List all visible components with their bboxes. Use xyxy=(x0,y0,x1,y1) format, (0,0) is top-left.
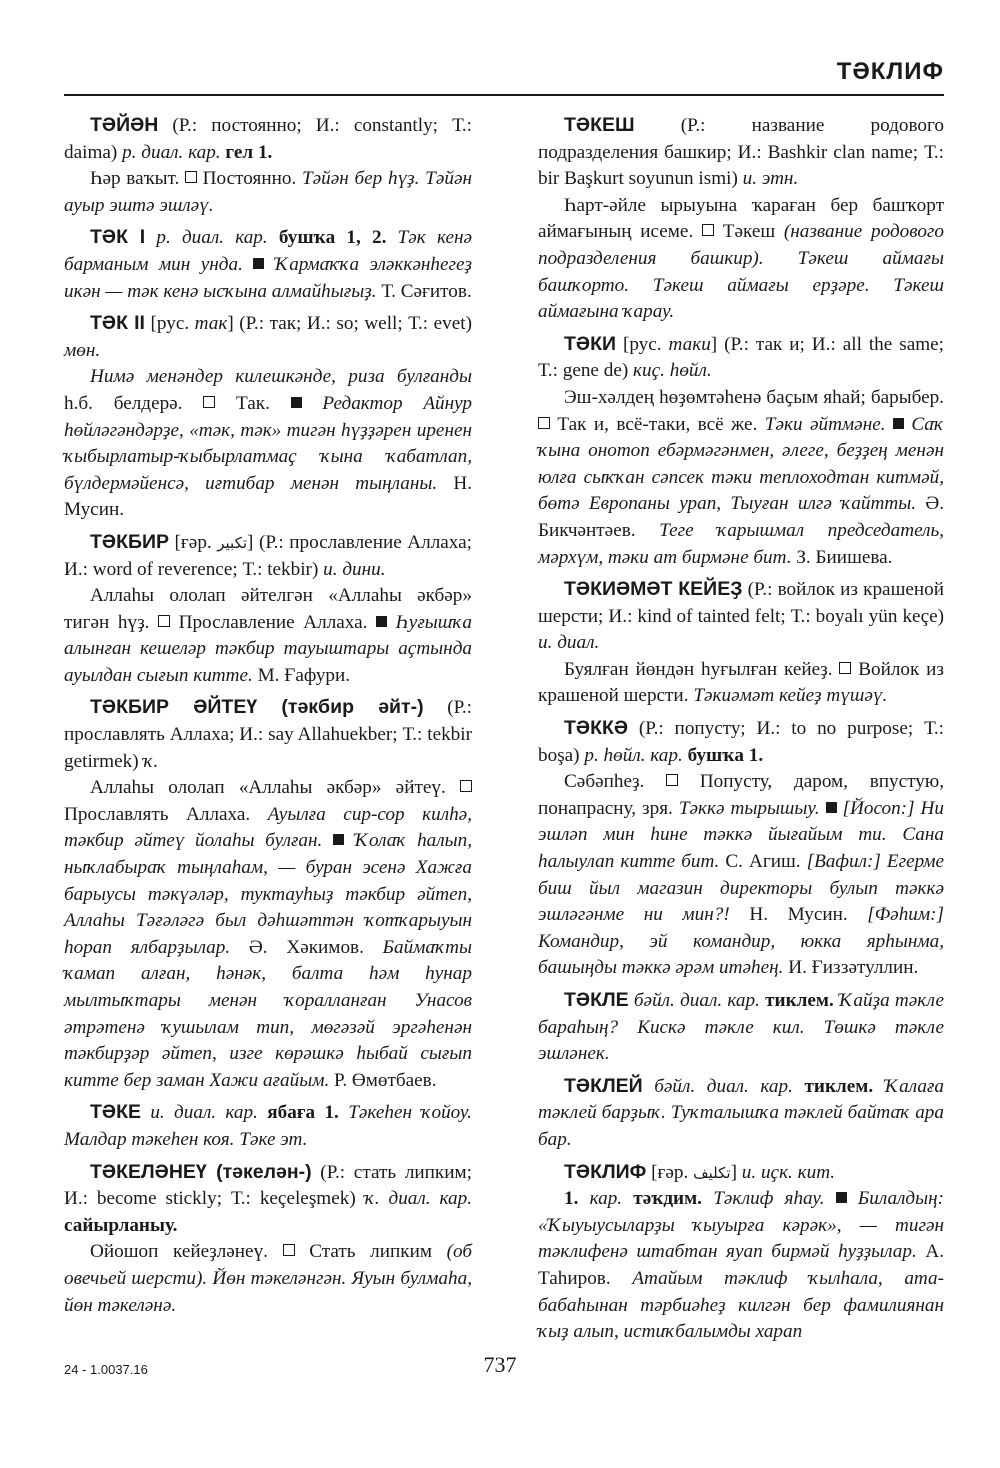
author: М. Ғафури. xyxy=(252,664,351,686)
translation: Попусту, даром, впустую, понапрасну, зря. xyxy=(538,771,944,819)
entry-takesh xyxy=(538,112,944,193)
headword: ТӘЙӘН xyxy=(90,114,159,136)
entry-tak2 xyxy=(64,310,472,364)
labels: и. этн. xyxy=(742,168,799,190)
quote: Ҡолаҡ һалып, ныҡлабыраҡ тыңлаһам, — буран эсенә Хажға барыусы тәкүәләр, туктауһыҙ тәкбир әйтеп, Аллаһы Тәғәләгә был дәһшәттән ҡотҡарыуын һорап ялбарҙылар. xyxy=(64,830,473,958)
headword: ТӘК II xyxy=(90,312,145,335)
entry-takbir xyxy=(64,529,472,583)
equivalent: бушҡа 1. xyxy=(682,744,764,766)
author: А. Таһиров. xyxy=(538,1241,944,1289)
entry-takka xyxy=(538,715,944,769)
left-column xyxy=(64,112,472,1319)
definition: Сәбәпһеҙ. xyxy=(564,771,645,793)
labels: и. иҫк. кит. xyxy=(741,1161,836,1183)
translation-square-icon xyxy=(666,774,678,786)
gloss: (Р.: стать липким; И.: become stickly; Т.: keçeleşmek) xyxy=(64,1161,472,1210)
headword: ТӘКЛЕ xyxy=(564,989,629,1011)
headword: ТӘКЕШ xyxy=(564,114,635,136)
gloss-italic: так xyxy=(194,313,228,335)
labels: и. дини. xyxy=(323,558,386,580)
gloss: (Р.: войлок из крашеной шерсти; И.: kind of tainted felt; Т.: boyalı yün keçe) xyxy=(538,579,944,627)
labels: киҫ. һөйл. xyxy=(633,360,712,382)
entry-tak1 xyxy=(64,224,472,305)
entry-takbir-aytu xyxy=(64,694,472,775)
quote: Теге ҡарышмал председатель, мәрхүм, тәки ат бирмәне бит. xyxy=(538,519,944,568)
quote: [Вафил:] Егерме биш йыл магазин директоры булып тәккә эшләгәнме ни мин?! xyxy=(538,851,944,926)
arabic-script: تكبير xyxy=(217,533,248,552)
entry-takka-body xyxy=(538,769,944,982)
labels: и. диал. кар. xyxy=(140,1102,258,1124)
translation: Стать липким xyxy=(294,1241,447,1263)
definition: Һәр ваҡыт. xyxy=(90,168,180,190)
author: Н. Мусин. xyxy=(729,904,848,926)
example: Йөн тәкеләнгән. Яуын булмаһа, йөн тәкеләнә. xyxy=(64,1267,472,1316)
translation-square-icon xyxy=(702,224,714,236)
definition: Аллаһы ололап «Аллаһы әкбәр» әйтеү. xyxy=(90,777,446,799)
headword: ТӘКЛЕЙ xyxy=(564,1074,643,1097)
quote-square-icon xyxy=(253,258,264,269)
example: Тәклиф яһау. xyxy=(701,1188,825,1210)
page-number: 737 xyxy=(483,1352,517,1377)
example: Тәкиәмәт кейеҙ түшәү. xyxy=(688,685,888,707)
entry-tayan-body xyxy=(64,166,472,219)
translation: Тәкеш xyxy=(714,221,784,243)
entry-tak2-body xyxy=(64,364,472,524)
gloss: [ғәр. xyxy=(169,531,218,553)
headword: ТӘКЕЛӘНЕҮ (тәкелән-) xyxy=(90,1160,312,1183)
quote: Билалдың: «Ҡыуыусыларҙы ҡыуырға кәрәк», — тигән тәклифенә штабтан яуап бирмәй һуҙҙылар. xyxy=(538,1188,945,1263)
entry-takbir-aytu-body xyxy=(64,775,472,1094)
headword: ТӘКЛИФ xyxy=(564,1160,647,1183)
translation-square-icon xyxy=(203,396,215,408)
equivalent: гел 1. xyxy=(220,141,273,163)
labels: р. һөйл. кар. xyxy=(584,744,683,766)
entry-takesh-body xyxy=(538,193,944,326)
example: Ҡайҙа тәкле бараһың? Кискә тәкле кил. Төшкә тәкле эшләнек. xyxy=(538,990,944,1065)
entry-taklif-body xyxy=(538,1186,944,1346)
equivalent: тәҡдим. xyxy=(622,1188,702,1210)
entry-takelanau xyxy=(64,1159,472,1240)
sense-number: 1. xyxy=(564,1188,579,1210)
author: С. Агиш. xyxy=(719,851,801,873)
right-column xyxy=(538,112,944,1346)
definition: Буялған йөндән һуғылған кейеҙ. xyxy=(564,658,833,680)
translation: Постоянно. xyxy=(196,168,302,190)
author: З. Биишева. xyxy=(791,546,893,568)
quote-square-icon xyxy=(291,397,302,408)
gloss: (Р.: прославлять Аллаха; И.: say Allahuekber; Т.: tekbir getirmek) xyxy=(64,697,472,772)
translation: Прославлять Аллаха. xyxy=(64,803,251,825)
example: Ҡалаға тәклей барҙыҡ. Туҡталышҡа тәклей байтаҡ ара бар. xyxy=(538,1075,945,1150)
translation-square-icon xyxy=(185,171,197,183)
gloss: (Р.: попусту; И.: to no purpose; Т.: boşa) xyxy=(538,718,944,766)
gloss: [рус. xyxy=(616,333,669,355)
quote-square-icon xyxy=(333,834,344,845)
headword: ТӘКБИР ӘЙТЕҮ (тәкбир әйт-) xyxy=(90,696,424,719)
gloss: ] xyxy=(730,1161,742,1183)
translation-square-icon xyxy=(283,1244,295,1256)
quote: Ҡармаҡҡа эләккәнһегеҙ икән — тәк кенә ысҡына алмайһығыҙ. xyxy=(64,253,473,302)
quote: [Фәһим:] Командир, эй командир, юкка ярһынма, башыңды тәккә әрәм итәһең. xyxy=(538,904,944,979)
translation-square-icon xyxy=(158,615,170,627)
equivalent: бушҡа 1, 2. xyxy=(267,227,387,249)
author: Р. Өмөтбаев. xyxy=(329,1069,437,1091)
translation: Так. xyxy=(215,392,270,414)
translation: Войлок из крашеной шерсти. xyxy=(538,658,945,707)
quote: Баймаҡты ҡамап алған, һәнәк, балта һәм һунар мылтыҡтары менән ҡоралланған Унасов әтрәтенә ҡушылам тип, мөгәзәй эргәһенән тәкбирҙәр әйтеп, изге көрәшкә һыбай сығып китте бер заман Хажи ағайым. xyxy=(64,936,472,1091)
headword: ТӘКИ xyxy=(564,332,616,355)
quote: Атайым тәклиф ҡылһала, ата-бабаһынан тәрбиәһеҙ килгән бер фамилиянан ҡыҙ алып, истиҡбалымды харап xyxy=(538,1267,944,1343)
translation-note: (об овечьей шерсти). xyxy=(64,1241,472,1289)
print-code: 24 - 1.0037.16 xyxy=(64,1362,148,1377)
definition: Һарт-әйле ырыуына ҡараған бер башҡорт аймағының исеме. xyxy=(538,194,944,243)
gloss: ] (Р.: прославление Аллаха; И.: word of reverence; Т.: tekbir) xyxy=(64,531,472,580)
example: Тәйән бер һүҙ. Тәйән ауыр эштә эшләү. xyxy=(64,168,472,216)
equivalent: тиклем. xyxy=(759,990,834,1011)
quote-square-icon xyxy=(836,1192,847,1203)
labels: бәйл. диал. кар. xyxy=(642,1075,793,1097)
headword: ТӘКБИР xyxy=(90,530,170,553)
gloss: ] (Р.: так; И.: so; well; Т.: evet) xyxy=(227,313,473,335)
gloss: [ғәр. xyxy=(646,1161,694,1183)
equivalent: сайырланыу. xyxy=(64,1214,178,1236)
translation-square-icon xyxy=(460,780,472,792)
entry-takle xyxy=(538,987,944,1068)
entry-taki xyxy=(538,331,944,385)
arabic-script: تكليف xyxy=(693,1163,731,1182)
gloss: [рус. xyxy=(144,313,195,335)
labels: р. диал. кар. xyxy=(122,141,221,163)
definition: Эш-хәлдең һөҙөмтәһенә баҫым яһай; барыбер. xyxy=(564,386,944,408)
quote: Саҡ ҡына онотоп ебәрмәгәнмен, әлеге, беҙҙең менән юлға сыҡҡан сәпсек тәки теплоходтан китмәй, бөтә Европаны урап, Тыуған илгә ҡайтты. xyxy=(538,413,945,515)
example: Тәкеш аймағы башҡорто. Тәкеш аймағы ерҙәре. Тәкеш аймағына ҡарау. xyxy=(538,247,944,323)
author: Ә. Хәкимов. xyxy=(230,936,364,958)
quote-square-icon xyxy=(826,802,837,813)
labels: кар. xyxy=(578,1188,623,1210)
entry-taklif xyxy=(538,1159,944,1187)
quote-square-icon xyxy=(376,616,387,627)
gloss: (Р.: название родового подразделения башкир; И.: Bashkir clan name; Т.: bir Başkurt soyunun ismi) xyxy=(538,115,944,190)
quote: Редактор Айнур һөйләгәндәрҙе, «тәк, тәк» тигән һүҙҙәрен иренен ҡыбырлатыр-ҡыбырлатмаҫ ҡына ҡабатлап, бүлдермәйенсә, иғтибар менән тыңланы. xyxy=(64,392,473,494)
headword: ТӘКИӘМӘТ КЕЙЕҘ xyxy=(564,578,743,601)
gloss: ] (Р.: так и; И.: all the same; Т.: gene de) xyxy=(538,333,944,382)
author: И. Ғиззәтуллин. xyxy=(783,957,919,979)
running-head: ТӘКЛИФ xyxy=(836,58,944,85)
equivalent: ябаға 1. xyxy=(257,1102,339,1124)
gloss: (Р.: постоянно; И.: constantly; Т.: daima) xyxy=(64,115,472,163)
page-header xyxy=(64,50,944,96)
definition: Аллаһы ололап әйтелгән «Аллаһы әкбәр» тигән һүҙ. xyxy=(64,585,472,633)
example: Тәкеһен ҡойоу. Малдар тәкеһен коя. Тәке эт. xyxy=(64,1102,472,1150)
labels: р. диал. кар. xyxy=(145,227,268,249)
quote-square-icon xyxy=(893,418,904,429)
entry-takbir-body xyxy=(64,583,472,689)
translation: Прославление Аллаха. xyxy=(170,611,368,633)
labels: бәйл. диал. кар. xyxy=(628,990,760,1011)
author: Ә. Бикчәнтәев. xyxy=(538,493,944,541)
author: Т. Сәғитов. xyxy=(376,280,472,302)
translation-square-icon xyxy=(839,662,851,674)
definition-plain: һ.б. белдерә. xyxy=(64,392,183,414)
quote: [Йосоп:] Ни эшләп мин һине тәккә йығайым ти. Сана һалыулап китте бит. xyxy=(538,797,944,873)
translation-square-icon xyxy=(538,417,550,429)
translation: Так и, всё-таки, всё же. xyxy=(550,413,758,435)
headword: ТӘККӘ xyxy=(564,717,629,740)
gloss-italic: таки xyxy=(668,333,711,355)
entry-takley xyxy=(538,1073,944,1154)
example: Тәки әйтмәне. xyxy=(757,413,886,435)
entry-taki-body xyxy=(538,385,944,571)
entry-takiamat-body xyxy=(538,657,944,710)
labels: и. диал. xyxy=(538,632,600,654)
example: Тәккә тырышыу. xyxy=(672,797,820,819)
labels: ҡ. диал. кар. xyxy=(364,1188,472,1210)
entry-tayan xyxy=(64,112,472,166)
entry-takelanau-body xyxy=(64,1239,472,1319)
labels: ҡ. xyxy=(143,750,159,772)
entry-takiamat xyxy=(538,576,944,657)
headword: ТӘК I xyxy=(90,226,146,249)
labels: мөн. xyxy=(64,339,101,361)
equivalent: тиклем. xyxy=(792,1075,874,1097)
headword: ТӘКЕ xyxy=(90,1101,141,1124)
definition: Нимә менәндер килешкәнде, риза булғанды xyxy=(90,366,472,388)
author: Н. Мусин. xyxy=(64,472,473,521)
entry-take xyxy=(64,1099,472,1153)
definition: Ойошоп кейеҙләнеү. xyxy=(90,1241,268,1263)
translation-note: (название родового подразделения башкир). xyxy=(538,221,944,269)
example: Тәк кенә барманым мин унда. xyxy=(64,227,472,275)
example: Ауылға сир-сор килһә, тәкбир әйтеү йолаһы булған. xyxy=(64,803,472,852)
quote: Һуғышҡа алынған кешеләр тәкбир тауыштары аҫтында ауылдан сығып китте. xyxy=(64,611,473,686)
